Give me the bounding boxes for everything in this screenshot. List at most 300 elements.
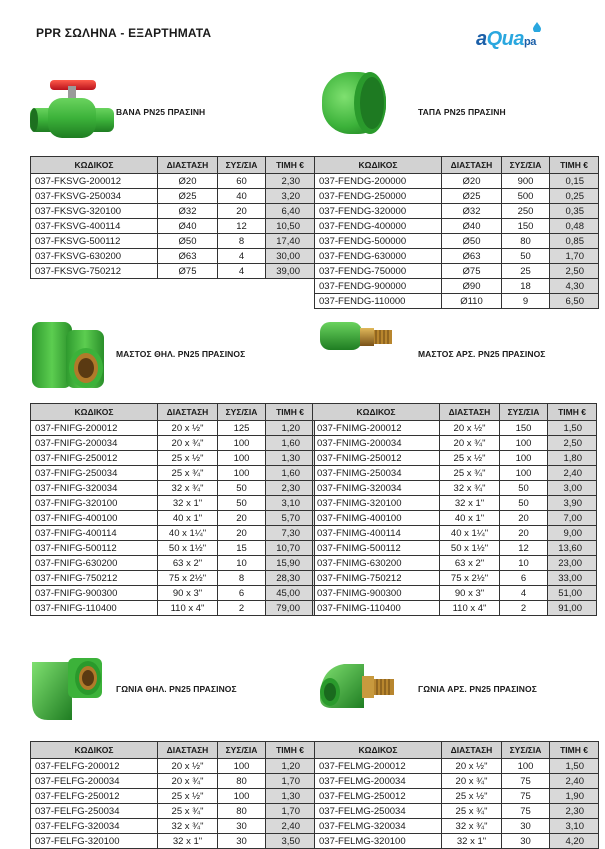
pack-quantity: 50 [218,481,266,496]
table-header-row [31,157,315,174]
aquapa-logo [476,22,586,52]
table-row [315,219,599,234]
unit-price: 1,70 [550,249,599,264]
col-header-code: ΚΩΔΙΚΟΣ [31,157,158,174]
table-row [31,789,315,804]
unit-price: 0,35 [550,204,599,219]
table-row [313,451,597,466]
table-row [31,541,315,556]
table-row [31,204,315,219]
table-row [315,234,599,249]
dimension-value: 25 x ¾" [158,466,218,481]
unit-price: 1,60 [266,436,315,451]
product-code: 037-FENDG-900000 [315,279,442,294]
product-code: 037-FENDG-400000 [315,219,442,234]
product-code: 037-FNIFG-900300 [31,586,158,601]
unit-price: 1,30 [266,451,315,466]
dimension-value: 20 x ½" [442,759,502,774]
table-row [315,279,599,294]
product-code: 037-FKSVG-630200 [31,249,158,264]
product-code: 037-FNIMG-200012 [313,421,440,436]
pack-quantity: 25 [502,264,550,279]
pack-quantity: 12 [218,219,266,234]
dimension-value: Ø40 [442,219,502,234]
table-row [31,834,315,849]
col-header-dimension: ΔΙΑΣΤΑΣΗ [440,404,500,421]
product-code: 037-FENDG-750000 [315,264,442,279]
table-header-row [31,404,315,421]
table-row [315,834,599,849]
unit-price: 3,90 [548,496,597,511]
table-header-row [315,157,599,174]
product-code: 037-FNIFG-110400 [31,601,158,616]
product-code: 037-FELFG-250012 [31,789,158,804]
unit-price: 0,85 [550,234,599,249]
table-row [315,189,599,204]
pack-quantity: 80 [218,804,266,819]
dimension-value: 50 x 1½" [440,541,500,556]
dimension-value: 32 x ¾" [158,481,218,496]
pack-quantity: 75 [502,789,550,804]
dimension-value: Ø25 [158,189,218,204]
product-code: 037-FKSVG-200012 [31,174,158,189]
section-caption: ΜΑΣΤΟΣ ΘΗΛ. PN25 ΠΡΑΣΙΝΟΣ [116,349,246,359]
product-code: 037-FNIMG-250034 [313,466,440,481]
dimension-value: 90 x 3" [440,586,500,601]
pack-quantity: 100 [218,789,266,804]
dimension-value: 32 x 1" [440,496,500,511]
dimension-value: 75 x 2½" [440,571,500,586]
section-caption: ΓΩΝΙΑ ΘΗΛ. PN25 ΠΡΑΣΙΝΟΣ [116,684,237,694]
table-row [31,436,315,451]
table-row [31,481,315,496]
col-header-pack: ΣΥΣ/ΣΙΑ [500,404,548,421]
dimension-value: 32 x ¾" [158,819,218,834]
col-header-price: ΤΙΜΗ € [550,742,599,759]
table-row [315,774,599,789]
table-row [313,541,597,556]
product-code: 037-FNIFG-400100 [31,511,158,526]
unit-price: 2,30 [266,174,315,189]
col-header-pack: ΣΥΣ/ΣΙΑ [218,157,266,174]
unit-price: 7,30 [266,526,315,541]
product-code: 037-FNIMG-400100 [313,511,440,526]
col-header-dimension: ΔΙΑΣΤΑΣΗ [158,742,218,759]
section-caption: ΒΑΝΑ PN25 ΠΡΑΣΙΝΗ [116,107,206,117]
green-female-elbow-photo [28,654,108,724]
table-row [313,496,597,511]
product-code: 037-FNIMG-500112 [313,541,440,556]
pack-quantity: 60 [218,174,266,189]
col-header-code: ΚΩΔΙΚΟΣ [31,404,158,421]
page-title: PPR ΣΩΛΗΝΑ - ΕΞΑΡΤΗΜΑΤΑ [36,26,212,40]
dimension-value: 32 x 1" [442,834,502,849]
green-male-elbow-photo [316,658,400,714]
table-row [31,526,315,541]
product-code: 037-FELFG-200034 [31,774,158,789]
unit-price: 1,20 [266,421,315,436]
table-row [31,556,315,571]
product-code: 037-FNIMG-630200 [313,556,440,571]
table-row [31,421,315,436]
pack-quantity: 75 [502,804,550,819]
pack-quantity: 75 [502,774,550,789]
product-code: 037-FNIFG-250012 [31,451,158,466]
table-row [31,264,315,279]
unit-price: 3,50 [266,834,315,849]
unit-price: 9,00 [548,526,597,541]
unit-price: 3,00 [548,481,597,496]
unit-price: 3,10 [266,496,315,511]
logo-wordmark: aQuapa [476,28,536,50]
dimension-value: 25 x ¾" [158,804,218,819]
unit-price: 1,20 [266,759,315,774]
dimension-value: Ø75 [442,264,502,279]
pack-quantity: 4 [500,586,548,601]
table-row [313,571,597,586]
pack-quantity: 250 [502,204,550,219]
product-code: 037-FENDG-500000 [315,234,442,249]
product-code: 037-FNIFG-500112 [31,541,158,556]
pack-quantity: 150 [500,421,548,436]
product-code: 037-FNIMG-400114 [313,526,440,541]
green-cap-photo [318,66,396,142]
unit-price: 51,00 [548,586,597,601]
dimension-value: 20 x ¾" [158,436,218,451]
table-row [31,189,315,204]
unit-price: 4,20 [550,834,599,849]
price-table [30,403,315,616]
table-row [31,174,315,189]
dimension-value: 25 x ½" [440,451,500,466]
pack-quantity: 100 [218,759,266,774]
product-code: 037-FELFG-200012 [31,759,158,774]
product-code: 037-FNIMG-200034 [313,436,440,451]
pack-quantity: 50 [500,496,548,511]
dimension-value: 40 x 1¼" [440,526,500,541]
product-code: 037-FNIFG-320100 [31,496,158,511]
table-row [31,774,315,789]
dimension-value: Ø32 [442,204,502,219]
product-code: 037-FKSVG-320100 [31,204,158,219]
price-table [30,741,315,849]
product-code: 037-FNIFG-320034 [31,481,158,496]
dimension-value: 25 x ¾" [442,804,502,819]
table-row [313,511,597,526]
table-row [31,586,315,601]
product-code: 037-FNIMG-750212 [313,571,440,586]
pack-quantity: 12 [500,541,548,556]
table-row [31,571,315,586]
table-row [315,249,599,264]
unit-price: 1,90 [550,789,599,804]
dimension-value: 25 x ½" [158,789,218,804]
product-code: 037-FELMG-250034 [315,804,442,819]
dimension-value: 32 x 1" [158,834,218,849]
section-caption: ΜΑΣΤΟΣ ΑΡΣ. PN25 ΠΡΑΣΙΝΟΣ [418,349,546,359]
table-row [315,294,599,309]
unit-price: 10,50 [266,219,315,234]
pack-quantity: 15 [218,541,266,556]
green-valve-photo [30,70,116,146]
table-row [31,496,315,511]
section-caption: ΤΑΠΑ PN25 ΠΡΑΣΙΝΗ [418,107,506,117]
unit-price: 30,00 [266,249,315,264]
product-code: 037-FNIMG-320100 [313,496,440,511]
product-code: 037-FNIFG-630200 [31,556,158,571]
pack-quantity: 8 [218,234,266,249]
table-row [313,526,597,541]
unit-price: 39,00 [266,264,315,279]
dimension-value: 20 x ¾" [442,774,502,789]
product-code: 037-FENDG-250000 [315,189,442,204]
product-code: 037-FKSVG-500112 [31,234,158,249]
unit-price: 0,25 [550,189,599,204]
col-header-price: ΤΙΜΗ € [266,742,315,759]
dimension-value: 32 x 1" [158,496,218,511]
unit-price: 6,50 [550,294,599,309]
col-header-pack: ΣΥΣ/ΣΙΑ [502,742,550,759]
product-code: 037-FNIFG-750212 [31,571,158,586]
unit-price: 1,30 [266,789,315,804]
product-code: 037-FENDG-630000 [315,249,442,264]
table-row [31,759,315,774]
table-row [31,219,315,234]
table-row [31,601,315,616]
col-header-price: ΤΙΜΗ € [548,404,597,421]
dimension-value: 20 x ½" [158,759,218,774]
pack-quantity: 30 [502,834,550,849]
table-row [31,234,315,249]
dimension-value: 63 x 2" [440,556,500,571]
table-header-row [315,742,599,759]
pack-quantity: 100 [218,466,266,481]
unit-price: 79,00 [266,601,315,616]
table-row [31,451,315,466]
product-code: 037-FELMG-250012 [315,789,442,804]
product-code: 037-FNIFG-200012 [31,421,158,436]
unit-price: 3,20 [266,189,315,204]
col-header-pack: ΣΥΣ/ΣΙΑ [218,404,266,421]
green-male-adaptor-photo [316,314,396,364]
unit-price: 3,10 [550,819,599,834]
product-code: 037-FKSVG-250034 [31,189,158,204]
table-header-row [31,742,315,759]
pack-quantity: 50 [500,481,548,496]
product-code: 037-FELFG-250034 [31,804,158,819]
pack-quantity: 20 [500,511,548,526]
product-code: 037-FELMG-200034 [315,774,442,789]
green-female-adaptor-photo [26,318,110,394]
dimension-value: 20 x ½" [158,421,218,436]
pack-quantity: 40 [218,189,266,204]
table-row [313,421,597,436]
pack-quantity: 100 [502,759,550,774]
price-table [314,156,599,309]
col-header-code: ΚΩΔΙΚΟΣ [315,742,442,759]
unit-price: 7,00 [548,511,597,526]
col-header-price: ΤΙΜΗ € [550,157,599,174]
pack-quantity: 10 [500,556,548,571]
product-code: 037-FENDG-200000 [315,174,442,189]
dimension-value: 40 x 1" [440,511,500,526]
pack-quantity: 10 [218,556,266,571]
dimension-value: 32 x ¾" [440,481,500,496]
unit-price: 1,60 [266,466,315,481]
table-header-row [313,404,597,421]
product-code: 037-FNIFG-250034 [31,466,158,481]
dimension-value: Ø50 [442,234,502,249]
product-code: 037-FNIFG-200034 [31,436,158,451]
pack-quantity: 4 [218,264,266,279]
pack-quantity: 20 [218,526,266,541]
pack-quantity: 30 [218,834,266,849]
table-row [313,556,597,571]
product-code: 037-FNIFG-400114 [31,526,158,541]
col-header-dimension: ΔΙΑΣΤΑΣΗ [158,404,218,421]
product-code: 037-FKSVG-400114 [31,219,158,234]
table-row [315,789,599,804]
product-code: 037-FNIMG-320034 [313,481,440,496]
dimension-value: Ø75 [158,264,218,279]
dimension-value: Ø32 [158,204,218,219]
product-code: 037-FELFG-320034 [31,819,158,834]
dimension-value: 25 x ½" [442,789,502,804]
unit-price: 0,15 [550,174,599,189]
pack-quantity: 20 [500,526,548,541]
pack-quantity: 50 [502,249,550,264]
product-code: 037-FENDG-320000 [315,204,442,219]
col-header-dimension: ΔΙΑΣΤΑΣΗ [442,742,502,759]
product-code: 037-FNIMG-900300 [313,586,440,601]
dimension-value: 90 x 3" [158,586,218,601]
dimension-value: Ø20 [158,174,218,189]
table-row [315,804,599,819]
table-row [315,204,599,219]
product-code: 037-FENDG-110000 [315,294,442,309]
table-row [315,174,599,189]
unit-price: 1,70 [266,774,315,789]
unit-price: 10,70 [266,541,315,556]
pack-quantity: 125 [218,421,266,436]
dimension-value: 32 x ¾" [442,819,502,834]
product-code: 037-FELMG-320034 [315,819,442,834]
product-code: 037-FNIMG-110400 [313,601,440,616]
pack-quantity: 4 [218,249,266,264]
col-header-code: ΚΩΔΙΚΟΣ [313,404,440,421]
table-row [313,481,597,496]
pack-quantity: 150 [502,219,550,234]
pack-quantity: 20 [218,511,266,526]
table-row [31,819,315,834]
unit-price: 2,40 [266,819,315,834]
unit-price: 1,50 [548,421,597,436]
unit-price: 0,48 [550,219,599,234]
dimension-value: 20 x ¾" [440,436,500,451]
unit-price: 5,70 [266,511,315,526]
pack-quantity: 6 [500,571,548,586]
unit-price: 2,50 [548,436,597,451]
table-row [313,466,597,481]
unit-price: 33,00 [548,571,597,586]
dimension-value: Ø90 [442,279,502,294]
col-header-dimension: ΔΙΑΣΤΑΣΗ [158,157,218,174]
dimension-value: Ø40 [158,219,218,234]
product-code: 037-FNIMG-250012 [313,451,440,466]
dimension-value: 40 x 1¼" [158,526,218,541]
unit-price: 6,40 [266,204,315,219]
col-header-price: ΤΙΜΗ € [266,404,315,421]
unit-price: 45,00 [266,586,315,601]
unit-price: 1,80 [548,451,597,466]
unit-price: 28,30 [266,571,315,586]
table-row [31,249,315,264]
dimension-value: 75 x 2½" [158,571,218,586]
pack-quantity: 900 [502,174,550,189]
pack-quantity: 100 [500,451,548,466]
pack-quantity: 9 [502,294,550,309]
dimension-value: Ø63 [158,249,218,264]
product-code: 037-FELFG-320100 [31,834,158,849]
unit-price: 4,30 [550,279,599,294]
dimension-value: Ø110 [442,294,502,309]
table-row [31,804,315,819]
col-header-pack: ΣΥΣ/ΣΙΑ [218,742,266,759]
unit-price: 2,40 [550,774,599,789]
pack-quantity: 100 [218,436,266,451]
pack-quantity: 18 [502,279,550,294]
dimension-value: 20 x ¾" [158,774,218,789]
pack-quantity: 500 [502,189,550,204]
table-row [313,586,597,601]
unit-price: 2,30 [550,804,599,819]
dimension-value: Ø25 [442,189,502,204]
unit-price: 2,50 [550,264,599,279]
pack-quantity: 80 [218,774,266,789]
pack-quantity: 30 [502,819,550,834]
col-header-code: ΚΩΔΙΚΟΣ [315,157,442,174]
dimension-value: Ø63 [442,249,502,264]
unit-price: 1,70 [266,804,315,819]
col-header-price: ΤΙΜΗ € [266,157,315,174]
pack-quantity: 20 [218,204,266,219]
product-code: 037-FKSVG-750212 [31,264,158,279]
pack-quantity: 2 [500,601,548,616]
section-caption: ΓΩΝΙΑ ΑΡΣ. PN25 ΠΡΑΣΙΝΟΣ [418,684,537,694]
dimension-value: 110 x 4" [440,601,500,616]
table-row [31,511,315,526]
pack-quantity: 80 [502,234,550,249]
table-row [31,466,315,481]
dimension-value: 20 x ½" [440,421,500,436]
dimension-value: 63 x 2" [158,556,218,571]
unit-price: 13,60 [548,541,597,556]
unit-price: 23,00 [548,556,597,571]
unit-price: 2,30 [266,481,315,496]
table-row [315,819,599,834]
product-code: 037-FELMG-200012 [315,759,442,774]
dimension-value: Ø50 [158,234,218,249]
col-header-pack: ΣΥΣ/ΣΙΑ [502,157,550,174]
unit-price: 2,40 [548,466,597,481]
table-row [315,759,599,774]
pack-quantity: 2 [218,601,266,616]
pack-quantity: 8 [218,571,266,586]
dimension-value: 50 x 1½" [158,541,218,556]
product-code: 037-FELMG-320100 [315,834,442,849]
unit-price: 1,50 [550,759,599,774]
pack-quantity: 100 [500,466,548,481]
